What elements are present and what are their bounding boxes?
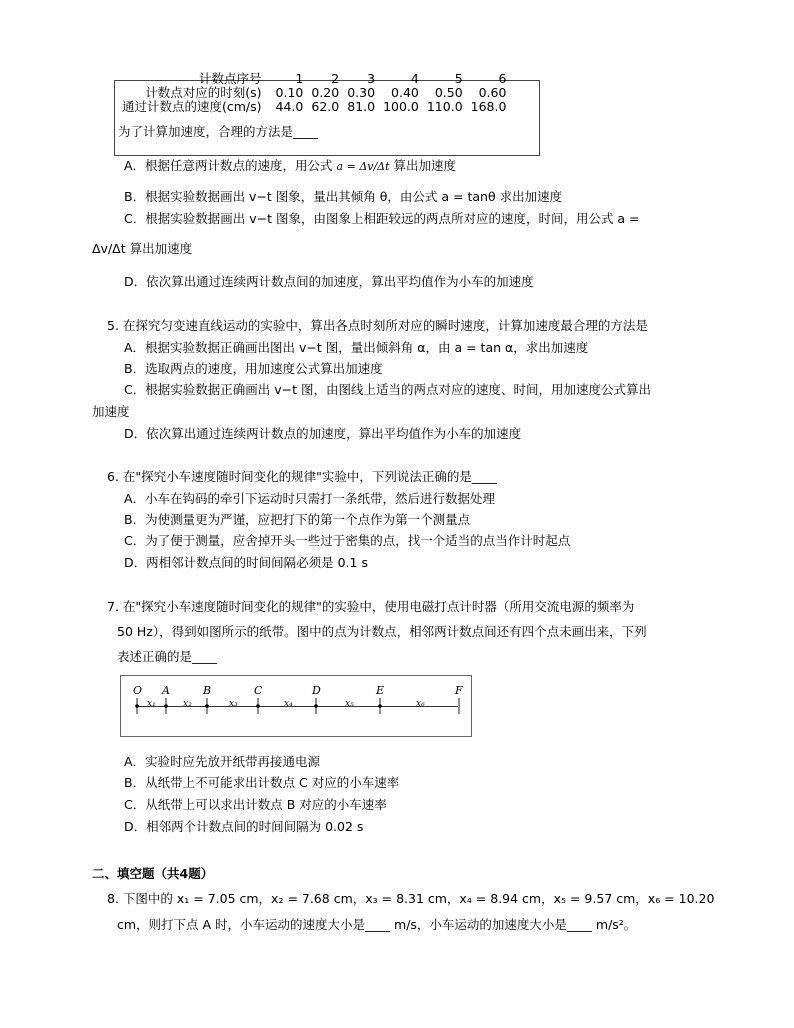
- q4-option-d: D．依次算出通过连续两计数点间的加速度，算出平均值作为小车的加速度: [124, 274, 534, 289]
- table-cell: 81.0: [347, 99, 376, 114]
- q6-option-c: C．为了便于测量，应舍掉开头一些过于密集的点，找一个适当的点当作计时起点: [124, 533, 571, 548]
- table-cell: 0.10: [275, 85, 304, 100]
- q5-option-d: D．依次算出通过连续两计数点的加速度，算出平均值作为小车的加速度: [124, 426, 522, 441]
- table-cell: 2: [331, 71, 340, 86]
- q5-option-c-cont: 加速度: [92, 404, 130, 419]
- q6-option-d: D．两相邻计数点间的时间间隔必须是 0.1 s: [124, 555, 368, 570]
- q7-option-d: D．相邻两个计数点间的时间间隔为 0.02 s: [124, 819, 364, 834]
- option-text: A．根据任意两计数点的速度，用公式: [124, 158, 333, 173]
- table-cell: 5: [454, 71, 463, 86]
- table-cell: 4: [410, 71, 419, 86]
- table-cell: 0.50: [434, 85, 463, 100]
- table-cell: 3: [367, 71, 376, 86]
- table-cell: 0.40: [391, 85, 419, 100]
- option-text: 算出加速度: [393, 158, 457, 173]
- q5-option-a: A．根据实验数据正确画出图出 v−t 图，量出倾斜角 α，由 a = tan α，求出加速度: [124, 340, 589, 355]
- point-label: E: [376, 684, 385, 697]
- table-cell: 计数点序号: [199, 71, 262, 86]
- q6-option-b: B．为使测量更为严谨，应把打下的第一个点作为第一个测量点: [124, 512, 471, 527]
- q6-option-a: A．小车在钩码的牵引下运动时只需打一条纸带，然后进行数据处理: [124, 491, 496, 506]
- q5-option-c: C．根据实验数据正确画出 v−t 图，由图线上适当的两点对应的速度、时间，用加速度公式算出: [124, 382, 651, 397]
- table-cell: 168.0: [470, 99, 507, 114]
- table-cell: 0.30: [347, 85, 376, 100]
- point-label: B: [203, 684, 212, 697]
- q5-option-b: B．选取两点的速度，用加速度公式算出加速度: [124, 361, 383, 376]
- segment-label: x₃: [229, 699, 238, 709]
- section-title: 二、填空题（共4题）: [92, 866, 214, 881]
- q4-option-c: C．根据实验数据画出 v−t 图象，由图象上相距较远的两点所对应的速度，时间，用公式 a =: [124, 211, 640, 226]
- q4-option-b: B．根据实验数据画出 v−t 图象，量出其倾角 θ，由公式 a = tanθ 求出加速度: [124, 189, 563, 204]
- q7-stem-line1: 7. 在"探究小车速度随时间变化的规律"的实验中，使用电磁打点计时器（所用交流电源的频率为: [107, 599, 635, 614]
- segment-label: x₄: [284, 699, 293, 709]
- q7-option-c: C．从纸带上可以求出计数点 B 对应的小车速率: [124, 797, 387, 812]
- segment-label: x₆: [416, 699, 425, 709]
- point-label: A: [162, 684, 170, 697]
- table-cell: 6: [498, 71, 507, 86]
- table-cell: 0.20: [311, 85, 340, 100]
- q7-stem-line2: 50 Hz），得到如图所示的纸带。图中的点为计数点，相邻两计数点间还有四个点未画出来，下列: [117, 624, 647, 639]
- table-cell: 1: [295, 71, 304, 86]
- point-label: C: [254, 684, 263, 697]
- q7-option-b: B．从纸带上不可能求出计数点 C 对应的小车速率: [124, 775, 400, 790]
- table-cell: 0.60: [478, 85, 507, 100]
- q8-line1: 8. 下图中的 x₁ = 7.05 cm，x₂ = 7.68 cm，x₃ = 8.31 cm，x₄ = 8.94 cm，x₅ = 9.57 cm，x₆ = 10.20: [107, 891, 715, 906]
- table-cell: 通过计数点的速度(cm/s): [122, 99, 262, 114]
- segment-label: x₅: [345, 699, 354, 709]
- segment-label: x₁: [147, 699, 156, 709]
- point-label: D: [312, 684, 321, 697]
- table-cell: 44.0: [275, 99, 304, 114]
- table-cell: 62.0: [311, 99, 340, 114]
- table-cell: 100.0: [383, 99, 419, 114]
- q8-line2: cm，则打下点 A 时，小车运动的速度大小是____ m/s，小车运动的加速度大小是____ m/s²。: [117, 917, 637, 932]
- table-cell: 计数点对应的时刻(s): [145, 85, 262, 100]
- segment-label: x₂: [183, 699, 192, 709]
- formula: a = Δv/Δt: [336, 160, 390, 173]
- q7-option-a: A．实验时应先放开纸带再接通电源: [124, 754, 321, 769]
- q5-stem: 5. 在探究匀变速直线运动的实验中，算出各点时刻所对应的瞬时速度，计算加速度最合理的方法是: [107, 318, 648, 333]
- q6-stem: 6. 在"探究小车速度随时间变化的规律"实验中，下列说法正确的是____: [107, 469, 497, 484]
- table-cell: 110.0: [426, 99, 463, 114]
- point-label: F: [455, 684, 463, 697]
- q4-prompt: 为了计算加速度，合理的方法是____: [118, 124, 319, 139]
- q7-stem-line3: 表述正确的是____: [117, 649, 218, 664]
- point-label: O: [133, 684, 143, 697]
- q4-option-c-cont: Δv/Δt 算出加速度: [92, 241, 193, 256]
